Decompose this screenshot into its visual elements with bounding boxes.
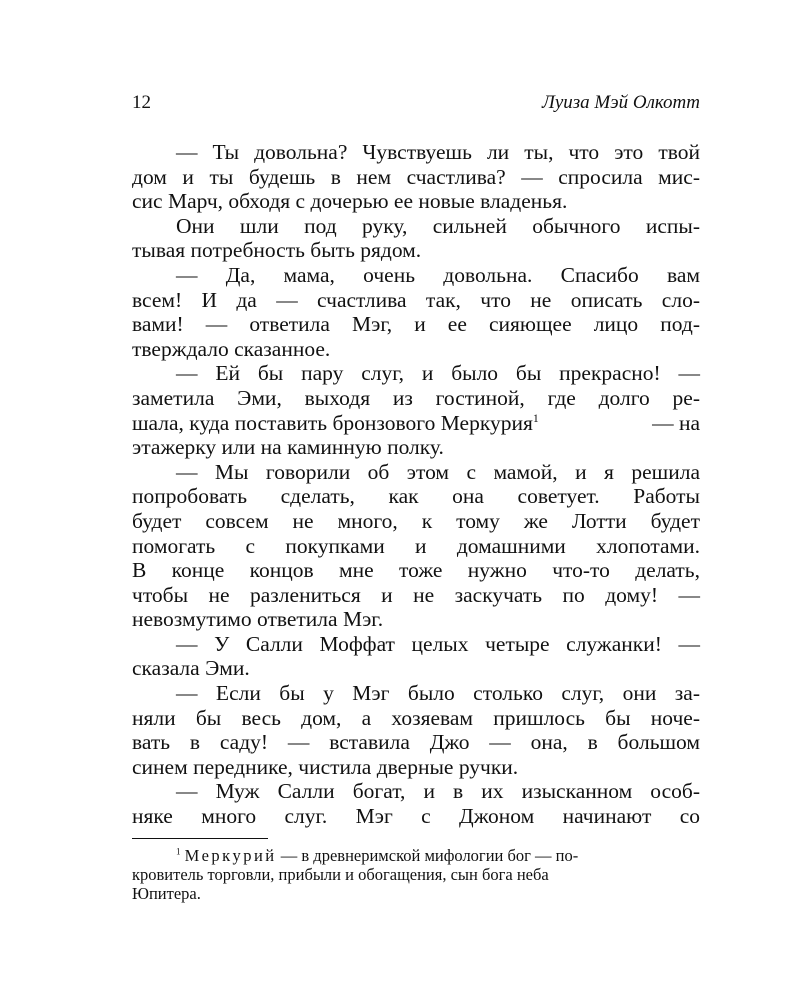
text-line: вать в саду! — вставила Джо — она, в большом — [132, 730, 700, 755]
footnote-reference[interactable]: 1 — [532, 410, 539, 425]
text-line: дом и ты будешь в нем счастлива? — спросила мис- — [132, 164, 700, 189]
page-header — [132, 92, 700, 114]
text-line: будет совсем не много, к тому же Лотти будет — [132, 508, 700, 533]
footnote — [132, 846, 700, 903]
text-line: — Ты довольна? Чувствуешь ли ты, что это твой — [176, 140, 700, 164]
text-fragment: — на — [652, 410, 700, 435]
text-line: — У Салли Моффат целых четыре служанки! — — [176, 631, 700, 656]
text-line: попробовать сделать, как она советует. Работы — [132, 484, 700, 509]
text-line: Они шли под руку, сильней обычного испы- — [176, 213, 700, 238]
text-line: тверждало сказанное. — [132, 336, 331, 361]
text-line: сис Марч, обходя с дочерью ее новые владенья. — [132, 189, 568, 214]
footnote-line: кровитель торговли, прибыли и обогащения, сын бога неба — [132, 865, 549, 884]
text-line: — Муж Салли богат, и в их изысканном особ- — [176, 779, 700, 804]
text-line: вами! — ответила Мэг, и ее сияющее лицо под- — [132, 312, 700, 337]
text-fragment: шала, куда поставить бронзового Меркурия — [132, 410, 533, 435]
footnote-text: — в древнеримской мифологии бог — по- — [276, 846, 579, 865]
footnote-line: Юпитера. — [132, 884, 201, 903]
text-line: сказала Эми. — [132, 656, 250, 681]
text-line: няли бы весь дом, а хозяевам пришлось бы ноче- — [132, 705, 700, 730]
footnote-term: Меркурий — [184, 846, 277, 865]
footnote-line — [132, 846, 700, 865]
text-line: этажерку или на каминную полку. — [132, 435, 444, 460]
text-line: тывая потребность быть рядом. — [132, 238, 422, 263]
text-line: — Ей бы пару слуг, и было бы прекрасно! — — [176, 361, 700, 386]
page-number: 12 — [132, 92, 151, 113]
text-line-with-footnote — [132, 411, 700, 436]
running-title: Луиза Мэй Олкотт — [541, 92, 700, 113]
text-line: синем переднике, чистила дверные ручки. — [132, 754, 519, 779]
text-line: всем! И да — счастлива так, что не описать сло- — [132, 287, 700, 312]
text-line: — Если бы у Мэг было столько слуг, они за- — [176, 681, 700, 706]
body-text — [132, 140, 700, 829]
text-line: невозмутимо ответила Мэг. — [132, 607, 384, 632]
footnote-marker: 1 — [176, 846, 181, 857]
text-line: заметила Эми, выходя из гостиной, где долго ре- — [132, 385, 700, 410]
text-line: — Да, мама, очень довольна. Спасибо вам — [176, 262, 700, 287]
text-line: чтобы не разлениться и не заскучать по дому! — — [132, 582, 700, 607]
text-line: — Мы говорили об этом с мамой, и я решила — [176, 459, 700, 484]
footnote-divider — [132, 838, 268, 839]
text-line: В конце концов мне тоже нужно что-то делать, — [132, 558, 700, 583]
text-line: помогать с покупками и домашними хлопотами. — [132, 533, 700, 558]
text-line: няке много слуг. Мэг с Джоном начинают со — [132, 804, 700, 829]
